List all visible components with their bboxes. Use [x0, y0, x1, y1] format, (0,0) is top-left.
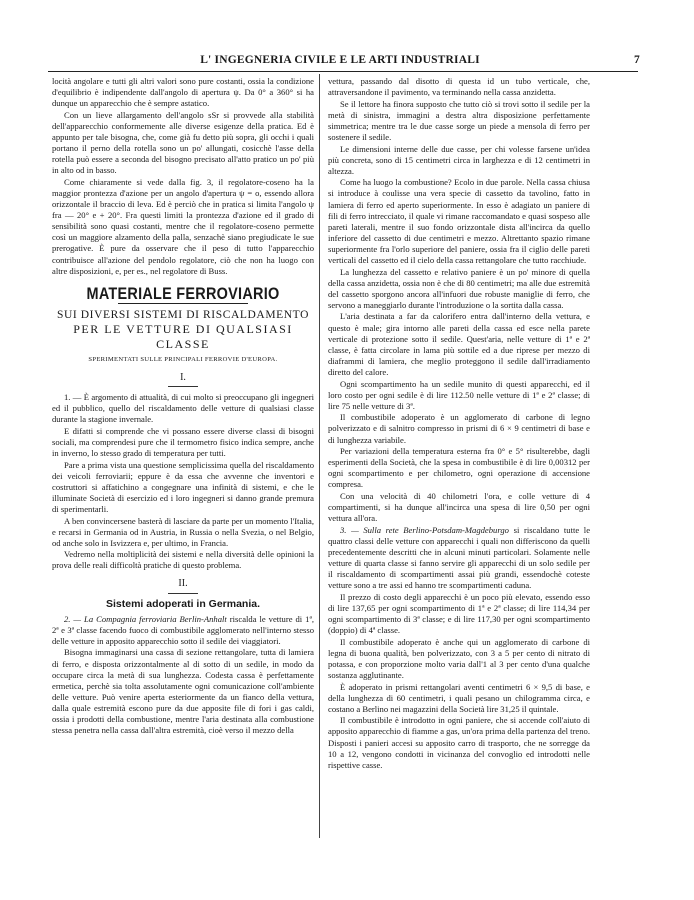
- paragraph: Vedremo nella moltiplicità dei sistemi e nella diversità delle opinioni la prova delle reali difficoltà pratiche di questo problema.: [52, 549, 314, 571]
- paragraph: 1. — È argomento di attualità, di cui molto si preoccupano gli ingegneri ed il pubblico, quello del riscaldamento delle vetture di qualsiasi classe durante la stagione invernale.: [52, 391, 314, 425]
- paragraph: Il prezzo di costo degli apparecchi è un poco più elevato, essendo esso di lire 137,65 per ogni scompartimento di 1ª e 2ª classe; di lire 114,34 per ogni scompartimento di 3ª classe; e di lire 117,30 per ogni scompartimento (doppio) di 4ª classe.: [328, 591, 590, 636]
- paragraph: L'aria destinata a far da calorifero entra dall'interno della vettura, e questo è male; gira intorno alle pareti della cassa ed esce nella parete verticale di protezione sotto il sedile. Quest'aria, nelle vetture di 1ª e 2ª classe, è fatta circolare in lama più sottile ed a due riprese per mezzo di diaframmi di lamiera, che meglio proteggono il sedile dall'irradiamento diretto del calore.: [328, 311, 590, 377]
- subsection-title: Sistemi adoperati in Germania.: [105, 597, 261, 610]
- paragraph-lead: 3. — Sulla rete Berlino-Potsdam-Magdeburgo: [340, 524, 509, 535]
- article-title-line-1: SUI DIVERSI SISTEMI DI RISCALDAMENTO: [56, 308, 310, 321]
- journal-title: L' INGEGNERIA CIVILE E LE ARTI INDUSTRIALI: [200, 54, 480, 66]
- page-number: 7: [634, 54, 640, 66]
- section-rule: [118, 303, 248, 304]
- paragraph: Per variazioni della temperatura esterna fra 0° e 5° risulterebbe, dagli esperimenti della Società, che la spesa in combustibile è di lire 0,00312 per ogni scompartimento e per chilometro, ogni operazione di accensione compresa.: [328, 446, 590, 490]
- column-divider: [319, 74, 320, 838]
- paragraph: Ogni scompartimento ha un sedile munito di questi apparecchi, ed il loro costo per ogni sedile è di lire 112.50 nelle vetture di 1ª e 2ª classe; di lire 75 nelle vetture di 3ª.: [328, 378, 590, 411]
- paragraph: Il combustibile adoperato è anche qui un agglomerato di carbone di legna di buona qualità, ben polverizzato, con 3 a 5 per cento di nitrato di potassa, e con proporzione molto varia dall'1 al 3 per cento d'una qualche sostanza agglutinante.: [328, 636, 590, 680]
- chapter-rule: [168, 593, 198, 594]
- article-subtitle: SPERIMENTATI SULLE PRINCIPALI FERROVIE D'EUROPA.: [88, 355, 278, 363]
- right-column: [328, 76, 590, 771]
- paragraph: Le dimensioni interne delle due casse, per chi volesse farsene un'idea più concreta, sono di 15 centimetri circa in larghezza e di 12 centimetri in altezza.: [328, 143, 590, 176]
- paragraph: vettura, passando dal disotto di questa id un tubo verticale, che, attraversandone il pavimento, va terminando nella cassa anzidetta.: [328, 76, 590, 98]
- paragraph: È adoperato in prismi rettangolari aventi centimetri 6 × 9,5 di base, e della lunghezza di 60 centimetri, i quali pesano un chilogramma circa, e costano a Berlino nei magazzini della Società lire 31,25 il quintale.: [328, 681, 590, 714]
- chapter-number: I.: [180, 371, 186, 383]
- paragraph-body: si riscaldano tutte le quattro classi delle vetture con apparecchi i quali non differiscono da quelli precedentemente descritti che in alcuni minuti particolari. Solamente nelle vetture di quarta classe si fanno servire gli apparecchi di un solo sedile per il riscaldamento di scompartimenti assai più grandi, essendochè coteste vetture sono a tre assi ed hanno tre scompartimenti caduna.: [328, 524, 591, 591]
- chapter-rule: [168, 386, 198, 387]
- paragraph: Bisogna immaginarsi una cassa di sezione rettangolare, tutta di lamiera di ferro, e disposta orizzontalmente al di sotto di un sedile, in modo da occupare circa la metà di sua lunghezza. Codesta cassa è perfettamente ermetica, perchè sia tolta assolutamente ogni comunicazione coll'ambiente delle vetture. Può venire aperta esteriormente da un fianco della vettura, dalla quale estremità escono pure da due apposite file di fori i gas caldi, ossia i prodotti della combustione, mentre l'aria destinata alla combustione stessa penetra nella cassa dall'altra estremità, cioè verso il mezzo della: [52, 647, 314, 736]
- paragraph-lead: 2. — La Compagnia ferroviaria Berlin-Anhalt: [64, 613, 227, 624]
- running-header: [40, 54, 640, 70]
- paragraph: Come chiaramente si vede dalla fig. 3, il regolatore-coseno ha la maggior prontezza d'azione per un angolo d'apertura ψ = o, essendo allora orizzontale il braccio di leva. Ed è perciò che in pratica si limita l'angolo ψ fra — 20° e + 20°. Fra questi limiti la prontezza d'azione ed il grado di sensibilità sono quasi costanti, mentre che il regolatore-coseno permette così un maggiore alzamento della palla, senzachè siano pregiudicate le sue prerogative. È pure da osservare che il peso di tutto l'apparecchio contribuisce all'azione del pendolo regolatore, ciò che non ha luogo con altre disposizioni, e, per es., nel regolatore di Buss.: [52, 176, 314, 276]
- paragraph: Come ha luogo la combustione? Ecolo in due parole. Nella cassa chiusa si introduce à coulisse una vera specie di cassetto da tavolino, fatto in lamiera di ferro ed aperto superiormente. In esso è adagiato un paniere di fili di ferro intrecciato, il quale vi rimane raccomandato e quasi sospeso alle pareti laterali, mentre il suo fondo orizzontale dista all'incirca da quello inferiore del cassetto di due centimetri e mezzo. Altrettanto spazio rimane superiormente fra l'orlo superiore del paniere, ossia fra il ciglio delle pareti verticali del cassetto ed il cielo della cassa rettangolare che tutto racchiude.: [328, 177, 590, 265]
- paragraph: A ben convincersene basterà di lasciare da parte per un momento l'Italia, e recarsi in Germania od in Austria, in Russia o nella Svezia, o nel Belgio, od anche solo in Isvizzera e, per ultimo, in Francia.: [52, 515, 314, 548]
- paragraph: [328, 525, 590, 592]
- paragraph: E difatti si comprende che vi possano essere diverse classi di bisogni sociali, ma comprendesi pure che il termometro fisico indica sempre, anche in inverno, lo stesso grado di temperatura per tutti.: [52, 425, 314, 458]
- paragraph: Il combustibile adoperato è un agglomerato di carbone di legno polverizzato e di salnitro compresso in prismi di 6 × 9 centimetri di base e di lunghezza variabile.: [328, 412, 590, 445]
- paragraph: La lunghezza del cassetto e relativo paniere è un po' minore di quella della cassa anzidetta, ossia non è che di 80 centimetri; ma alle due estremità del cassetto sporgono ancora all'infuori due robuste maniglie di ferro, che servono a maneggiarlo durante l'introduzione o la sortita dalla cassa.: [328, 266, 590, 310]
- paragraph: Con un lieve allargamento dell'angolo sSr si provvede alla stabilità dell'apparecchio conformemente alle diverse esigenze della pratica. Ed è appunto per tale bisogna, che, come già fu detto più sopra, gli occhi i quali portano il perno della rotella sono un po' allungati, cosicchè l'asse della rotella può essere a seconda del bisogno precisato all'atto pratico un po' più in alto od in basso.: [52, 109, 314, 176]
- section-title: MATERIALE FERROVIARIO: [86, 283, 280, 303]
- paragraph: locità angolare e tutti gli altri valori sono pure costanti, ossia la condizione d'equilibrio è indipendente dall'angolo di apertura ψ. Da 0° a 360° si ha dunque un apparecchio che è sempre astatico.: [52, 76, 314, 109]
- article-title-line-2: PER LE VETTURE DI QUALSIASI CLASSE: [73, 321, 293, 351]
- paragraph: Con una velocità di 40 chilometri l'ora, e colle vetture di 4 compartimenti, si ha dunque all'incirca una spesa di lire 0,50 per ogni vettura all'ora.: [328, 490, 590, 524]
- paragraph: Il combustibile è introdotto in ogni paniere, che si accende coll'aiuto di apposito apparecchio di fiamme a gas, un'ora prima della partenza del treno. Disposti i panieri accesi su apposito carro di trasporto, che ne sorregge da 10 a 12, vengono condotti in vicinanza del convoglio ed introdotti nelle rispettive casse.: [328, 715, 590, 770]
- left-column: [52, 76, 314, 736]
- paragraph: [52, 614, 314, 647]
- chapter-number: II.: [178, 578, 188, 590]
- paragraph: Pare a prima vista una questione semplicissima quella del riscaldamento dei veicoli ferroviarii; eppure è da essa che avvenne che inventori e costruttori si affatichino a congegnare una infinità di sistemi, e che le illuminate Società di esercizio ed i loro ingegneri si danno grande premura di sperimentarli.: [52, 459, 314, 514]
- header-rule: [48, 71, 638, 72]
- paragraph: Se il lettore ha finora supposto che tutto ciò si trovi sotto il sedile per la metà di sinistra, immagini a destra altra disposizione perfettamente simmetrica; mentre tra le due casse sorge un piede a mensola di ferro per sostenere il sedile.: [328, 98, 590, 142]
- paragraph-body: riscalda le vetture di 1ª, 2ª e 3ª classe facendo fuoco di combustibile agglomerato nell'interno stesso delle vetture in apposito apparecchio sotto il sedile dei viaggiatori.: [52, 613, 314, 646]
